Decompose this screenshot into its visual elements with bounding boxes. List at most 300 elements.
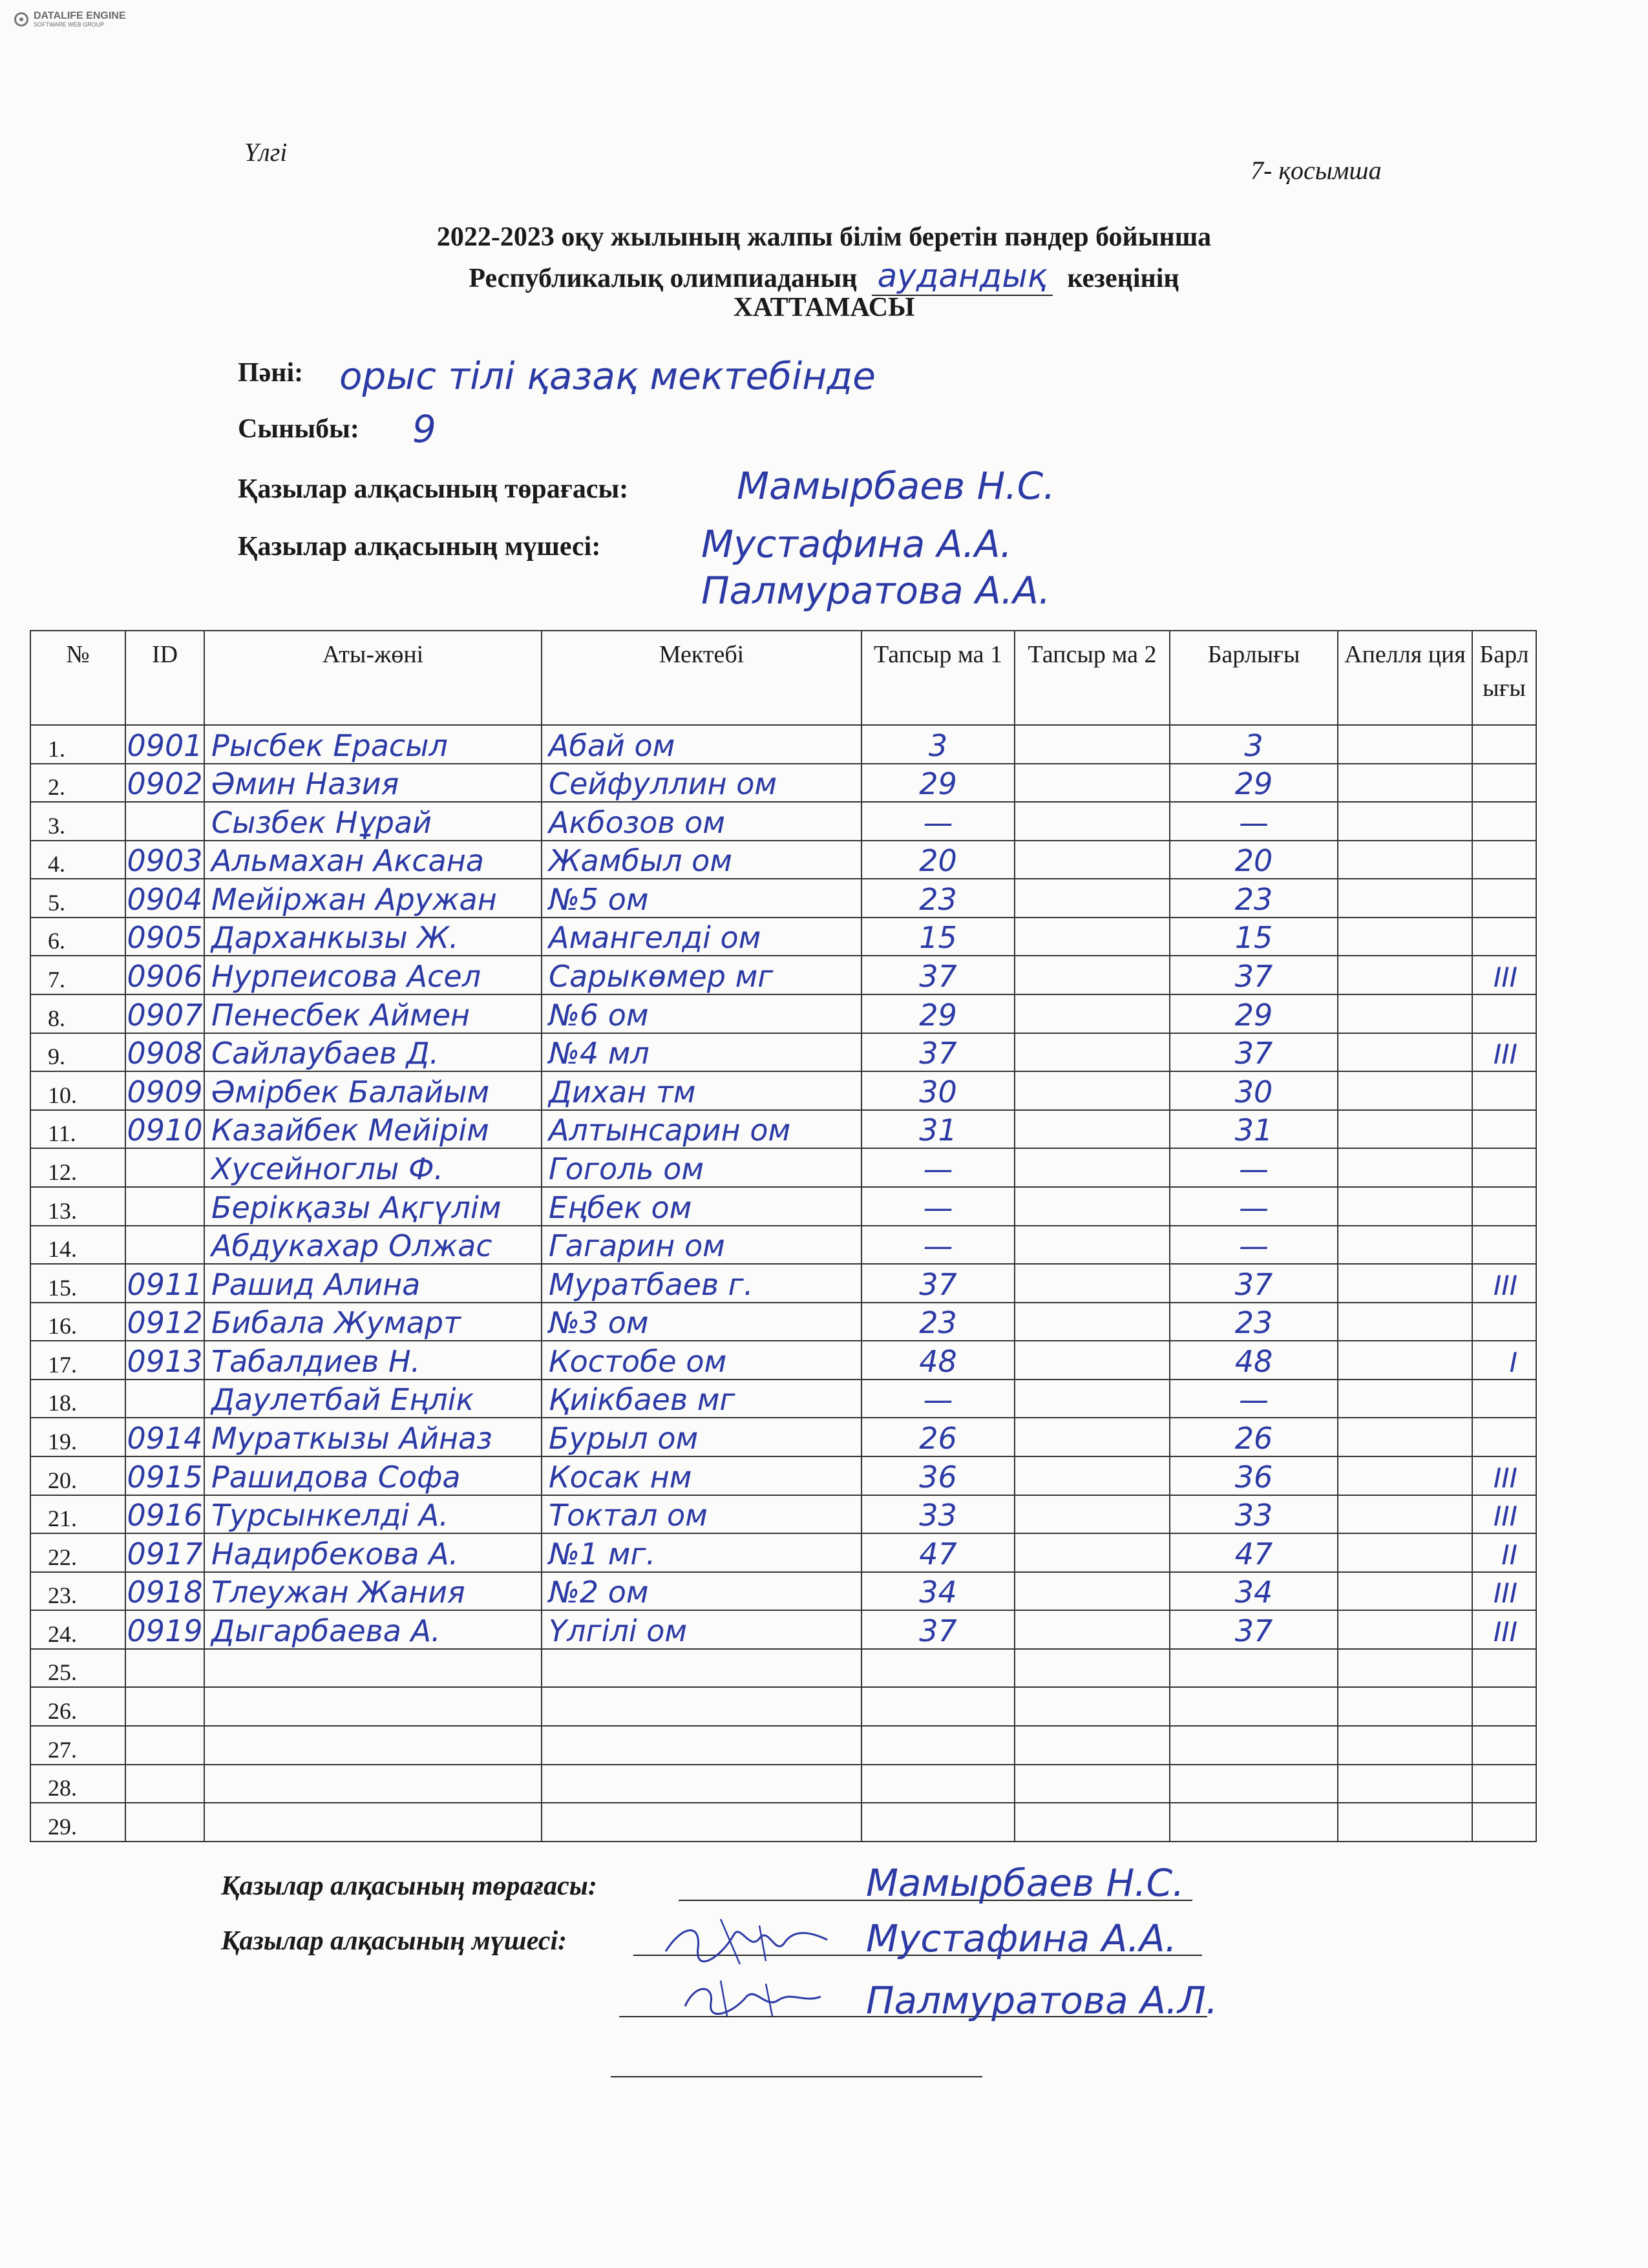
table-row [30, 1226, 1536, 1265]
row-appeal [1338, 1380, 1472, 1418]
row-id: 0917 [125, 1533, 204, 1572]
row-appeal [1338, 841, 1472, 879]
row-name [204, 1765, 542, 1803]
row-school: Қиікбаев мг [542, 1380, 861, 1418]
header-line-2-after: кезеңінің [1067, 264, 1179, 293]
row-school [542, 1803, 861, 1842]
row-id [125, 1726, 204, 1765]
row-appeal [1338, 879, 1472, 918]
row-task-2 [1015, 1533, 1170, 1572]
table-row [30, 802, 1536, 841]
row-total [1170, 1765, 1338, 1803]
row-school: Косак нм [542, 1456, 861, 1495]
col-header-final: Барл ығы [1472, 631, 1536, 725]
row-school: Акбозов ом [542, 802, 861, 841]
footer-member-value-2: Палмуратова А.Л. [866, 1979, 1218, 2022]
table-row [30, 1187, 1536, 1226]
row-name [204, 1726, 542, 1765]
row-name: Рашидова Софа [204, 1456, 542, 1495]
row-appeal [1338, 1610, 1472, 1649]
row-total [1170, 1649, 1338, 1688]
row-id [125, 1803, 204, 1842]
row-total: 33 [1170, 1495, 1338, 1534]
row-task-1: 26 [861, 1418, 1015, 1456]
row-school: Үлгілі ом [542, 1610, 861, 1649]
row-task-1: 34 [861, 1572, 1015, 1611]
col-header-id: ID [125, 631, 204, 725]
row-total: — [1170, 1187, 1338, 1226]
row-school: Муратбаев г. [542, 1264, 861, 1303]
row-task-1: 23 [861, 1303, 1015, 1341]
watermark-title: DATALIFE ENGINE [34, 10, 126, 21]
chair-label: Қазылар алқасының төрағасы: [238, 474, 629, 504]
row-final [1472, 725, 1536, 764]
row-total: 37 [1170, 956, 1338, 994]
row-number: 22. [30, 1533, 125, 1572]
row-total [1170, 1726, 1338, 1765]
row-name: Альмахан Аксана [204, 841, 542, 879]
table-row [30, 1380, 1536, 1418]
row-number: 17. [30, 1341, 125, 1380]
row-final: I [1472, 1341, 1536, 1380]
row-appeal [1338, 1187, 1472, 1226]
row-task-1: 33 [861, 1495, 1015, 1534]
row-name: Табалдиев Н. [204, 1341, 542, 1380]
row-task-2 [1015, 1572, 1170, 1611]
row-total: 23 [1170, 879, 1338, 918]
row-task-1: 37 [861, 1610, 1015, 1649]
table-row [30, 994, 1536, 1033]
row-number: 5. [30, 879, 125, 918]
row-task-2 [1015, 1803, 1170, 1842]
row-appeal [1338, 1572, 1472, 1611]
row-total: 37 [1170, 1610, 1338, 1649]
row-task-1: 37 [861, 956, 1015, 994]
table-body [30, 725, 1536, 1842]
signature-1 [662, 1913, 830, 1971]
header-line-1: 2022-2023 оқу жылының жалпы білім беретін пәндер бойынша [436, 222, 1212, 252]
row-name: Берікқазы Ақгүлім [204, 1187, 542, 1226]
row-final [1472, 1687, 1536, 1726]
row-school [542, 1649, 861, 1688]
table-header-row [30, 631, 1536, 725]
row-task-2 [1015, 1033, 1170, 1072]
row-task-2 [1015, 1187, 1170, 1226]
row-task-1: 23 [861, 879, 1015, 918]
row-total [1170, 1803, 1338, 1842]
row-task-2 [1015, 1765, 1170, 1803]
row-appeal [1338, 994, 1472, 1033]
row-final: III [1472, 1495, 1536, 1534]
table-row [30, 879, 1536, 918]
table-row [30, 1533, 1536, 1572]
row-final [1472, 841, 1536, 879]
row-appeal [1338, 802, 1472, 841]
table-row [30, 1649, 1536, 1688]
row-task-2 [1015, 1456, 1170, 1495]
row-id [125, 1687, 204, 1726]
row-appeal [1338, 1341, 1472, 1380]
row-task-2 [1015, 1610, 1170, 1649]
row-school: №2 ом [542, 1572, 861, 1611]
row-name: Мураткызы Айназ [204, 1418, 542, 1456]
row-number: 27. [30, 1726, 125, 1765]
row-task-1: — [861, 1380, 1015, 1418]
row-school: Токтал ом [542, 1495, 861, 1534]
col-header-task-1: Тапсыр ма 1 [861, 631, 1015, 725]
row-school: Алтынсарин ом [542, 1110, 861, 1149]
row-school: Бурыл ом [542, 1418, 861, 1456]
row-appeal [1338, 1303, 1472, 1341]
row-id: 0908 [125, 1033, 204, 1072]
row-id: 0904 [125, 879, 204, 918]
row-school: Амангелді ом [542, 918, 861, 956]
row-name: Тлеужан Жания [204, 1572, 542, 1611]
row-final [1472, 1226, 1536, 1265]
col-header-task-2: Тапсыр ма 2 [1015, 631, 1170, 725]
row-id: 0901 [125, 725, 204, 764]
protocol-table [30, 630, 1537, 1842]
page-title: ХАТТАМАСЫ [733, 293, 915, 322]
row-id [125, 1380, 204, 1418]
row-total: 47 [1170, 1533, 1338, 1572]
row-id [125, 1187, 204, 1226]
row-task-2 [1015, 1226, 1170, 1265]
row-appeal [1338, 1418, 1472, 1456]
row-number: 12. [30, 1148, 125, 1187]
row-total: 37 [1170, 1264, 1338, 1303]
row-school: №1 мг. [542, 1533, 861, 1572]
table-row [30, 841, 1536, 879]
row-total: 3 [1170, 725, 1338, 764]
row-number: 3. [30, 802, 125, 841]
row-school: Сейфуллин ом [542, 764, 861, 803]
row-task-1: 47 [861, 1533, 1015, 1572]
row-task-2 [1015, 1341, 1170, 1380]
subject-label: Пәні: [238, 358, 304, 388]
signature-2 [682, 1977, 824, 2022]
row-appeal [1338, 918, 1472, 956]
row-task-2 [1015, 1495, 1170, 1534]
row-appeal [1338, 1264, 1472, 1303]
row-total: 31 [1170, 1110, 1338, 1149]
row-id: 0914 [125, 1418, 204, 1456]
stage-value: аудандық [872, 257, 1053, 296]
row-total: 36 [1170, 1456, 1338, 1495]
row-number: 6. [30, 918, 125, 956]
row-final: II [1472, 1533, 1536, 1572]
row-number: 7. [30, 956, 125, 994]
row-school: Гагарин ом [542, 1226, 861, 1265]
row-number: 16. [30, 1303, 125, 1341]
row-id: 0913 [125, 1341, 204, 1380]
row-final: III [1472, 1610, 1536, 1649]
row-task-1: 29 [861, 764, 1015, 803]
row-id [125, 1649, 204, 1688]
col-header-school: Мектебі [542, 631, 861, 725]
row-name [204, 1649, 542, 1688]
row-final [1472, 994, 1536, 1033]
row-final [1472, 802, 1536, 841]
row-final: III [1472, 1033, 1536, 1072]
table-row [30, 764, 1536, 803]
table-row [30, 956, 1536, 994]
row-number: 28. [30, 1765, 125, 1803]
footer-member-label: Қазылар алқасының мүшесі: [221, 1926, 567, 1956]
table-row [30, 1456, 1536, 1495]
row-final [1472, 1110, 1536, 1149]
footer-chair-label: Қазылар алқасының төрағасы: [221, 1871, 597, 1901]
row-task-1: 20 [861, 841, 1015, 879]
row-task-1 [861, 1726, 1015, 1765]
row-task-2 [1015, 918, 1170, 956]
row-appeal [1338, 956, 1472, 994]
row-id [125, 802, 204, 841]
row-appeal [1338, 1456, 1472, 1495]
watermark-subtitle: SOFTWARE WEB GROUP [34, 21, 105, 28]
row-task-2 [1015, 1264, 1170, 1303]
row-name [204, 1803, 542, 1842]
table-row [30, 1726, 1536, 1765]
member-value-2: Палмуратова А.А. [701, 569, 1051, 613]
row-number: 24. [30, 1610, 125, 1649]
row-name: Нурпеисова Асел [204, 956, 542, 994]
row-school: Гоголь ом [542, 1148, 861, 1187]
row-total: — [1170, 1148, 1338, 1187]
table-row [30, 1071, 1536, 1110]
row-task-2 [1015, 879, 1170, 918]
row-name: Әмин Назия [204, 764, 542, 803]
row-number: 11. [30, 1110, 125, 1149]
row-id [125, 1148, 204, 1187]
table-row [30, 1495, 1536, 1534]
row-task-2 [1015, 841, 1170, 879]
footer-member-value-1: Мустафина А.А. [866, 1916, 1177, 1960]
row-final: III [1472, 1264, 1536, 1303]
watermark-logo-icon [14, 12, 28, 26]
row-id: 0905 [125, 918, 204, 956]
row-school: Костобе ом [542, 1341, 861, 1380]
row-school: Абай ом [542, 725, 861, 764]
row-name: Дарханкызы Ж. [204, 918, 542, 956]
row-task-2 [1015, 1418, 1170, 1456]
row-total: 30 [1170, 1071, 1338, 1110]
col-header-total: Барлығы [1170, 631, 1338, 725]
row-task-1: 37 [861, 1264, 1015, 1303]
grade-label: Сыныбы: [238, 414, 359, 444]
row-number: 14. [30, 1226, 125, 1265]
member-value-1: Мустафина А.А. [701, 522, 1012, 566]
row-school [542, 1765, 861, 1803]
row-name: Турсынкелді А. [204, 1495, 542, 1534]
row-number: 8. [30, 994, 125, 1033]
row-task-1: — [861, 1187, 1015, 1226]
member-label: Қазылар алқасының мүшесі: [238, 532, 601, 562]
row-total: 29 [1170, 994, 1338, 1033]
row-id: 0912 [125, 1303, 204, 1341]
row-final [1472, 1765, 1536, 1803]
row-final [1472, 764, 1536, 803]
row-appeal [1338, 1148, 1472, 1187]
row-id [125, 1226, 204, 1265]
row-number: 23. [30, 1572, 125, 1611]
row-appeal [1338, 725, 1472, 764]
row-task-1: 36 [861, 1456, 1015, 1495]
row-total: 23 [1170, 1303, 1338, 1341]
row-task-1 [861, 1687, 1015, 1726]
row-name: Казайбек Мейірім [204, 1110, 542, 1149]
row-total [1170, 1687, 1338, 1726]
row-task-1 [861, 1765, 1015, 1803]
row-number: 21. [30, 1495, 125, 1534]
row-school: №3 ом [542, 1303, 861, 1341]
header-line-2 [0, 257, 1648, 296]
row-total: — [1170, 1226, 1338, 1265]
row-name: Мейіржан Аружан [204, 879, 542, 918]
table-row [30, 725, 1536, 764]
row-appeal [1338, 1533, 1472, 1572]
row-task-2 [1015, 1148, 1170, 1187]
row-task-2 [1015, 725, 1170, 764]
row-final [1472, 1418, 1536, 1456]
row-total: 15 [1170, 918, 1338, 956]
sample-label: Үлгі [244, 138, 288, 167]
table-row [30, 1610, 1536, 1649]
row-id: 0915 [125, 1456, 204, 1495]
row-id: 0909 [125, 1071, 204, 1110]
row-total: — [1170, 1380, 1338, 1418]
row-number: 10. [30, 1071, 125, 1110]
row-appeal [1338, 1726, 1472, 1765]
row-task-1: 31 [861, 1110, 1015, 1149]
table-row [30, 1033, 1536, 1072]
row-number: 19. [30, 1418, 125, 1456]
row-name: Абдукахар Олжас [204, 1226, 542, 1265]
row-id: 0907 [125, 994, 204, 1033]
row-task-1: — [861, 802, 1015, 841]
row-name: Сайлаубаев Д. [204, 1033, 542, 1072]
row-task-1 [861, 1803, 1015, 1842]
row-task-1: — [861, 1148, 1015, 1187]
row-total: 26 [1170, 1418, 1338, 1456]
row-id: 0918 [125, 1572, 204, 1611]
row-task-2 [1015, 802, 1170, 841]
row-name: Даулетбай Еңлік [204, 1380, 542, 1418]
row-appeal [1338, 1071, 1472, 1110]
row-name: Рашид Алина [204, 1264, 542, 1303]
row-total: 20 [1170, 841, 1338, 879]
row-appeal [1338, 1649, 1472, 1688]
footer-blank-line [611, 2076, 982, 2077]
row-name: Бибала Жумарт [204, 1303, 542, 1341]
row-school: №5 ом [542, 879, 861, 918]
row-id: 0903 [125, 841, 204, 879]
chair-value: Мамырбаев Н.С. [737, 464, 1055, 508]
row-final [1472, 1303, 1536, 1341]
row-appeal [1338, 1033, 1472, 1072]
table-row [30, 1418, 1536, 1456]
row-final [1472, 1187, 1536, 1226]
row-task-2 [1015, 1303, 1170, 1341]
row-number: 29. [30, 1803, 125, 1842]
row-task-1: 3 [861, 725, 1015, 764]
row-name: Надирбекова А. [204, 1533, 542, 1572]
row-final: III [1472, 1456, 1536, 1495]
row-task-1: 48 [861, 1341, 1015, 1380]
row-task-2 [1015, 1687, 1170, 1726]
row-name: Рысбек Ерасыл [204, 725, 542, 764]
row-task-1: 30 [861, 1071, 1015, 1110]
table-row [30, 1572, 1536, 1611]
table-row [30, 1148, 1536, 1187]
row-task-1: 15 [861, 918, 1015, 956]
grade-value: 9 [412, 407, 436, 451]
table-row [30, 1687, 1536, 1726]
row-final [1472, 918, 1536, 956]
row-final: III [1472, 1572, 1536, 1611]
appendix-label: 7- қосымша [1251, 156, 1382, 185]
row-final [1472, 1148, 1536, 1187]
row-id: 0911 [125, 1264, 204, 1303]
table-row [30, 918, 1536, 956]
table-row [30, 1803, 1536, 1842]
row-name: Дыгарбаева А. [204, 1610, 542, 1649]
row-task-1 [861, 1649, 1015, 1688]
row-task-2 [1015, 1110, 1170, 1149]
row-name: Әмірбек Балайым [204, 1071, 542, 1110]
subject-value: орыс тілі қазақ мектебінде [339, 354, 876, 398]
row-number: 15. [30, 1264, 125, 1303]
row-final [1472, 1380, 1536, 1418]
row-number: 9. [30, 1033, 125, 1072]
table-row [30, 1765, 1536, 1803]
row-total: 48 [1170, 1341, 1338, 1380]
header-line-2-before: Республикалық олимпиаданың [469, 264, 858, 293]
row-number: 25. [30, 1649, 125, 1688]
row-number: 20. [30, 1456, 125, 1495]
row-id: 0916 [125, 1495, 204, 1534]
row-school: №4 мл [542, 1033, 861, 1072]
table-row [30, 1110, 1536, 1149]
row-school [542, 1687, 861, 1726]
row-task-2 [1015, 956, 1170, 994]
row-total: 34 [1170, 1572, 1338, 1611]
row-id: 0902 [125, 764, 204, 803]
row-total: 29 [1170, 764, 1338, 803]
row-school: Дихан тм [542, 1071, 861, 1110]
row-task-2 [1015, 994, 1170, 1033]
row-task-2 [1015, 1649, 1170, 1688]
row-name: Сызбек Нұрай [204, 802, 542, 841]
row-task-2 [1015, 1726, 1170, 1765]
row-final [1472, 879, 1536, 918]
row-task-2 [1015, 1071, 1170, 1110]
watermark [14, 10, 126, 28]
row-school: Сарыкөмер мг [542, 956, 861, 994]
row-final [1472, 1071, 1536, 1110]
row-school: Жамбыл ом [542, 841, 861, 879]
row-final: III [1472, 956, 1536, 994]
row-appeal [1338, 764, 1472, 803]
row-task-2 [1015, 764, 1170, 803]
row-school [542, 1726, 861, 1765]
row-appeal [1338, 1803, 1472, 1842]
row-name [204, 1687, 542, 1726]
table-row [30, 1341, 1536, 1380]
row-name: Пенесбек Аймен [204, 994, 542, 1033]
row-number: 1. [30, 725, 125, 764]
table-row [30, 1264, 1536, 1303]
